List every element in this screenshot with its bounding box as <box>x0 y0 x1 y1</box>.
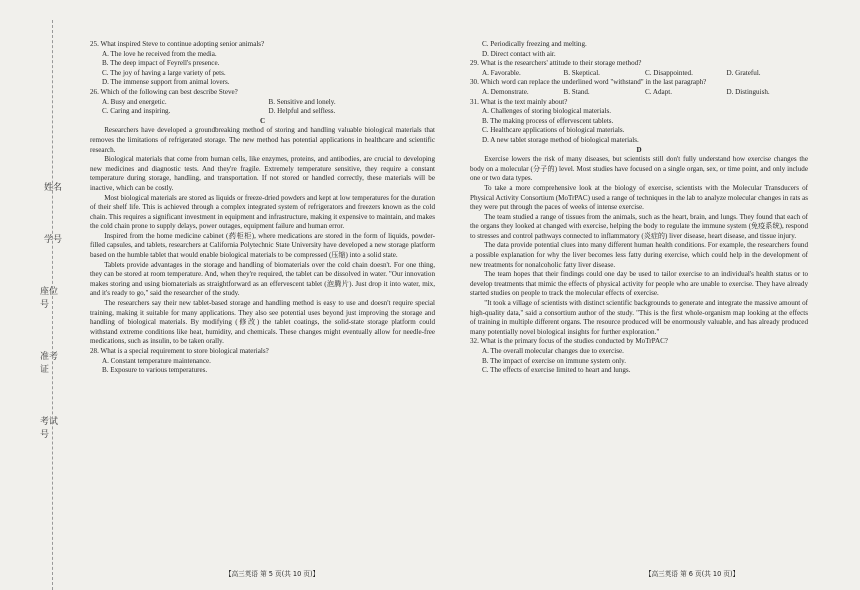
option: C. Caring and inspiring. <box>102 107 171 116</box>
option: C. The joy of having a large variety of pets. <box>102 68 226 77</box>
binding-margin <box>40 180 66 440</box>
passage-paragraph: Researchers have developed a groundbreaking method of storing and handling valuable biological materials that removes the limitations of refrigerated storage. The new method has potential applications in healthcare and scientific research. <box>90 126 435 154</box>
option: B. The impact of exercise on immune system only. <box>482 356 627 365</box>
option-row <box>102 107 435 117</box>
passage-paragraph: The researchers say their new tablet-based storage and handling method is easy to use and doesn't require special training, making it suitable for many applications. They also see potential uses beyond just improving the storage and handling of biological materials. By modifying (修改) the tablet coatings, the solid-state storage platform could withstand extreme conditions like heat, humidity, and chemicals. These changes might eventually allow for needle-free medications, such as insulin, to be taken orally. <box>90 299 435 346</box>
passage-paragraph: Tablets provide advantages in the storage and handling of biomaterials over the cold chain doesn't. For one thing, they can be stored at room temperature. And, when they're required, the tablet can be dissolved in water. "Our innovation makes storing and using biomaterials as straightforward as an effervescent tablet (泡腾片). Just drop it into water, mix, and it's ready to go," said the researcher of the study. <box>90 260 435 298</box>
passage-paragraph: Inspired from the home medicine cabinet (药柜柜), where medications are stored in the form of liquids, powder-filled capsules, and tablets, researchers at California Polytechnic State University have developed a new storage platform based on the humble tablet that would enable biological materials to be compressed (压缩) into a solid state. <box>90 231 435 260</box>
left-page-column <box>90 40 435 376</box>
passage-paragraph: Most biological materials are stored as liquids or freeze-dried powders and kept at low temperatures for the duration of their shelf life. This is achieved through a complex integrated system of refrigerators and freezers known as the cold chain. This requires a significant investment in equipment and infrastructure, making it expensive to maintain, and makes the cold chain prone to supply delays, power outages, equipment failure and human error. <box>90 193 435 231</box>
option: D. A new tablet storage method of biological materials. <box>482 135 639 144</box>
right-page-column <box>470 40 808 376</box>
option-row <box>482 88 808 98</box>
option: D. Direct contact with air. <box>482 49 556 58</box>
option: C. Disappointed. <box>645 68 693 77</box>
page-footer-right: 【高三英语 第 6 页(共 10 页)】 <box>645 570 740 578</box>
option-row <box>102 98 435 108</box>
option: D. Distinguish. <box>726 87 770 96</box>
question-25: 25. What inspired Steve to continue adopting senior animals? <box>90 40 265 48</box>
margin-label: 座位号 <box>40 287 59 310</box>
passage-paragraph: The team hopes that their findings could one day be used to tailor exercise to an individual's health status or to develop treatments that mimic the effects of physical activity for people who are unable to exercise. They have already started studies on people to track the molecular effects of exercise. <box>470 270 808 298</box>
option: B. The deep impact of Feyrell's presence. <box>102 59 220 68</box>
margin-label: 姓名 <box>43 183 62 193</box>
option: C. The effects of exercise limited to heart and lungs. <box>482 366 631 375</box>
option: C. Periodically freezing and melting. <box>482 40 587 48</box>
option: B. Skeptical. <box>563 68 600 77</box>
option: D. The immense support from animal lovers. <box>102 78 230 87</box>
option: C. Healthcare applications of biological materials. <box>482 126 625 135</box>
margin-label: 学号 <box>43 235 62 245</box>
passage-paragraph: To take a more comprehensive look at the biology of exercise, scientists with the Molecular Transducers of Physical Activity Consortium (MoTrPAC) used a range of techniques in the lab to analyze molecular changes in rats as they were put through the paces of weeks of intense exercise. <box>470 183 808 212</box>
option: A. Challenges of storing biological materials. <box>482 107 612 116</box>
margin-label: 考试号 <box>40 417 59 440</box>
page-footer-left: 【高三英语 第 5 页(共 10 页)】 <box>225 570 320 578</box>
margin-label: 准考证 <box>40 352 59 375</box>
option: D. Grateful. <box>726 68 761 77</box>
option: B. Stand. <box>563 87 590 96</box>
passage-paragraph: "It took a village of scientists with distinct scientific backgrounds to generate and integrate the massive amount of high-quality data," said a consortium author of the study. "This is the first whole-organism map looking at the effects of training in multiple different organs. The resource produced will be enormously valuable, and has already produced many potentially novel biological insights for further exploration." <box>470 299 808 336</box>
question-30: 30. Which word can replace the underlined word "withstand" in the last paragraph? <box>470 78 707 87</box>
question-31: 31. What is the text mainly about? <box>470 97 568 106</box>
option: C. Adapt. <box>645 87 672 96</box>
option: B. The making process of effervescent tablets. <box>482 116 614 125</box>
option: A. Constant temperature maintenance. <box>102 356 211 365</box>
section-heading: C <box>259 116 266 125</box>
question-32: 32. What is the primary focus of the studies conducted by MoTrPAC? <box>470 337 668 346</box>
question-26: 26. Which of the following can best describe Steve? <box>90 87 238 96</box>
section-heading: D <box>636 145 642 154</box>
option: D. Helpful and selfless. <box>268 107 336 116</box>
option: B. Sensitive and lonely. <box>268 97 336 106</box>
option: A. The overall molecular changes due to exercise. <box>482 347 624 355</box>
option: A. Demonstrate. <box>482 87 529 96</box>
option: A. Busy and energetic. <box>102 97 167 106</box>
passage-paragraph: The data provide potential clues into many different human health conditions. For example, the researchers found a possible explanation for why the liver becomes less fatty during exercise, which could help in the development of new treatments for nonalcoholic fatty liver disease. <box>470 241 808 269</box>
question-29: 29. What is the researchers' attitude to their storage method? <box>470 59 642 68</box>
passage-paragraph: Biological materials that come from human cells, like enzymes, proteins, and antibodies, are crucial to developing new medicines and diagnostic tests. And they're fragile. Extremely temperature sensitive, they require a constant temperature during storage, handling, and transportation. If not stored or handled correctly, these materials will be inactive, which can be costly. <box>90 155 435 192</box>
option-row <box>482 69 808 79</box>
passage-paragraph: The team studied a range of tissues from the animals, such as the heart, brain, and lungs. They found that each of the organs they looked at changed with exercise, helping the body to regulate the immune system (免疫系统), respond to stresses and control pathways connected to inflammatory (炎症的) liver disease, heart disease, and tissue injury. <box>470 212 808 240</box>
question-28: 28. What is a special requirement to store biological materials? <box>90 347 269 355</box>
option: A. Favorable. <box>482 68 521 77</box>
option: A. The love he received from the media. <box>102 49 217 58</box>
option: B. Exposure to various temperatures. <box>102 366 208 375</box>
passage-paragraph: Exercise lowers the risk of many diseases, but scientists still don't fully understand how exercise changes the body on a molecular (分子的) level. Most studies have focused on a single organ, sex, or time point, and only include one or two data types. <box>470 155 808 183</box>
